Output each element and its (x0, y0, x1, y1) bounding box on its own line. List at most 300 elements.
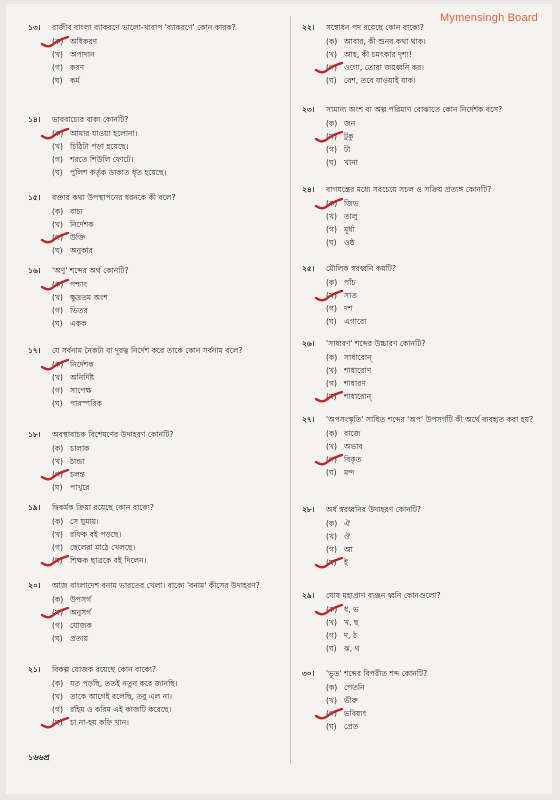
option-text: সাধারোন্ (344, 353, 372, 362)
question-item (28, 429, 290, 494)
option-text: বিকৃত (344, 455, 362, 464)
option-text: দশ (344, 304, 353, 313)
option-item (52, 218, 290, 231)
option-text: করণ (70, 63, 85, 72)
option-text: তাকে আগেই বলেছি, তবু এল না। (70, 692, 173, 701)
question-text: ঘোষ মহাপ্রাণ ব্যঞ্জন ধ্বনি কোনগুলো? (326, 591, 441, 600)
option-label: (খ) (326, 442, 337, 451)
option-item (326, 197, 560, 210)
option-text: অনুসর্গ (70, 608, 92, 617)
option-text: টুকু (344, 132, 354, 141)
option-item (326, 351, 560, 364)
question-number: ২২। (302, 23, 315, 32)
option-item (326, 48, 560, 61)
option-item (52, 541, 290, 554)
question-stem (302, 263, 560, 274)
option-item (52, 231, 290, 244)
option-item (52, 244, 290, 257)
option-text: বাজে (344, 429, 361, 438)
option-text: অপাদান (70, 50, 95, 59)
option-item (52, 291, 290, 304)
question-number: ১৪। (28, 115, 41, 124)
option-label: (গ) (52, 306, 63, 315)
option-text: প্রেত (344, 722, 359, 731)
option-text: উক্তি (70, 233, 86, 242)
option-label: (ঘ) (52, 76, 63, 85)
option-label: (খ) (326, 212, 337, 221)
option-text: অনুকার (70, 246, 93, 255)
question-stem (28, 429, 290, 440)
option-item (52, 442, 290, 455)
question-item (302, 590, 560, 655)
question-text: যে সর্বনাম নৈকট্য বা দূরত্ব নির্দেশ করে তাকে কোন সর্বনাম বলে? (52, 346, 243, 355)
option-label: (ঘ) (52, 246, 63, 255)
option-label: (ঘ) (52, 319, 63, 328)
option-text: কর্ম (70, 76, 80, 85)
option-list (52, 515, 290, 567)
option-item (52, 619, 290, 632)
option-label: (ঘ) (326, 468, 337, 477)
option-text: একক (70, 319, 87, 328)
option-label: (গ) (326, 379, 337, 388)
option-item (52, 358, 290, 371)
question-number: ২৬। (302, 339, 315, 348)
question-number: ১৬। (28, 266, 41, 275)
option-text: ওগো, তোরা জয়ধ্বনি কর। (344, 63, 425, 72)
option-text: পুলিশ কর্তৃক ডাকাত ধৃত হয়েছে। (70, 168, 167, 177)
option-item (326, 681, 560, 694)
option-label: (খ) (326, 696, 337, 705)
option-label: (ঘ) (326, 158, 337, 167)
watermark: Mymensingh Board (440, 12, 538, 24)
option-text: চিঠিটা পড়া হয়েছে। (70, 142, 129, 151)
option-label: (ঘ) (326, 76, 337, 85)
option-item (326, 236, 560, 249)
option-item (326, 74, 560, 87)
question-text: রাজীব বাংলা ব্যাকরণে ভালো-খারাপ 'ব্যাকরণে' কোন কারক? (52, 23, 236, 32)
question-text: সামান্য অংশ বা অল্প পরিমাণ বোঝাতে কোন নির্দেশক বসে? (326, 105, 503, 114)
question-text: দ্বিকর্মক ক্রিয়া রয়েছে কোন বাক্যে? (52, 503, 154, 512)
option-list (326, 427, 560, 479)
option-label: (ঘ) (52, 634, 63, 643)
option-label: (গ) (326, 631, 337, 640)
option-text: জিভ (344, 199, 359, 208)
question-stem (302, 668, 560, 679)
option-text: উপসর্গ (70, 595, 92, 604)
question-text: 'সাধারণ' শব্দের উচ্চারণ কোনটি? (326, 339, 426, 348)
option-text: ওষ্ঠ (344, 238, 355, 247)
option-label: (ক) (326, 119, 338, 128)
option-item (52, 528, 290, 541)
question-number: ২৩। (302, 105, 315, 114)
question-number: ২৫। (302, 264, 315, 273)
option-item (326, 530, 560, 543)
question-item (302, 504, 560, 569)
option-item (326, 130, 560, 143)
question-number: ২১। (28, 665, 41, 674)
question-text: 'ভূত' শব্দের বিপরীত শব্দ কোনটি? (326, 669, 428, 678)
question-number: ১৮। (28, 430, 41, 439)
option-list (326, 35, 560, 87)
option-item (326, 364, 560, 377)
option-item (326, 427, 560, 440)
option-list (52, 593, 290, 645)
option-text: আহ, কী চমৎকার দৃশ্য! (344, 50, 412, 59)
question-number: ১৫। (28, 193, 41, 202)
option-label: (গ) (52, 386, 63, 395)
question-number: ২৮। (302, 505, 315, 514)
option-label: (ক) (326, 353, 338, 362)
option-text: শাধারণ (344, 379, 366, 388)
option-item (52, 690, 290, 703)
option-label: (গ) (52, 233, 63, 242)
option-text: ঠান্ডা (70, 457, 85, 466)
page-number: ১৬৬প্র (28, 753, 50, 762)
option-item (326, 642, 560, 655)
option-item (52, 205, 290, 218)
option-label: (খ) (52, 293, 63, 302)
option-label: (খ) (326, 291, 337, 300)
question-number: ২৯। (302, 591, 315, 600)
question-number: ১৭। (28, 346, 41, 355)
option-text: ঝ, থ (344, 644, 360, 653)
option-item (326, 156, 560, 169)
option-text: নির্দেশক (70, 360, 94, 369)
option-label: (গ) (326, 225, 337, 234)
option-text: ছেলেরা মাঠে খেলছে। (70, 543, 136, 552)
option-label: (গ) (326, 455, 337, 464)
question-item (302, 668, 560, 733)
option-label: (ক) (326, 278, 338, 287)
option-label: (ঘ) (326, 238, 337, 247)
option-text: টা (344, 145, 351, 154)
option-text: সাপেক্ষ (70, 386, 92, 395)
option-item (326, 377, 560, 390)
option-text: যোজক (70, 621, 92, 630)
option-text: রফিক বই পড়ছে। (70, 530, 122, 539)
option-list (52, 358, 290, 410)
question-stem (302, 414, 560, 425)
option-text: মন্দ (344, 468, 355, 477)
option-text: সে ঘুমায়। (70, 517, 99, 526)
question-item (28, 664, 290, 729)
option-label: (ক) (326, 199, 338, 208)
option-text: নির্দেশক (70, 220, 94, 229)
option-item (52, 455, 290, 468)
question-stem (28, 502, 290, 513)
question-stem (28, 192, 290, 203)
option-label: (ক) (52, 37, 64, 46)
option-text: অভাব (344, 442, 363, 451)
option-item (52, 716, 290, 729)
option-item (326, 616, 560, 629)
option-item (326, 276, 560, 289)
option-label: (খ) (52, 530, 63, 539)
option-label: (খ) (52, 220, 63, 229)
option-label: (খ) (326, 366, 337, 375)
option-item (52, 371, 290, 384)
option-label: (গ) (52, 621, 63, 630)
option-list (52, 205, 290, 257)
option-text: পশ্চাৎ (70, 280, 88, 289)
option-label: (ক) (326, 519, 338, 528)
option-item (326, 707, 560, 720)
option-item (326, 390, 560, 403)
question-text: মৌলিক স্বরধ্বনি কয়টি? (326, 264, 397, 273)
option-item (326, 289, 560, 302)
option-list (52, 127, 290, 179)
option-item (326, 302, 560, 315)
option-label: (ক) (326, 683, 338, 692)
option-item (326, 517, 560, 530)
option-item (326, 543, 560, 556)
question-text: অর্ধ স্বরধ্বনির উদাহরণ কোনটি? (326, 505, 422, 514)
question-number: ২০। (28, 581, 41, 590)
option-item (326, 466, 560, 479)
question-stem (28, 580, 290, 591)
question-text: বক্তার কথা উপস্থাপনের ধরনকে কী বলে? (52, 193, 176, 202)
option-label: (ঘ) (326, 558, 337, 567)
option-label: (খ) (52, 50, 63, 59)
option-text: ক্ষুদ্রতম অংশ (70, 293, 108, 302)
option-text: ভীরু (344, 696, 358, 705)
option-text: আ (344, 545, 353, 554)
option-label: (ঘ) (326, 392, 337, 401)
option-label: (গ) (52, 705, 63, 714)
option-label: (গ) (326, 304, 337, 313)
question-number: ১৯। (28, 503, 41, 512)
option-label: (ক) (52, 679, 64, 688)
option-item (52, 278, 290, 291)
option-label: (খ) (52, 608, 63, 617)
option-text: ই (344, 558, 348, 567)
option-label: (খ) (326, 532, 337, 541)
option-list (52, 442, 290, 494)
option-label: (ঘ) (326, 317, 337, 326)
option-label: (ক) (326, 429, 338, 438)
option-text: প্রত্যয় (70, 634, 89, 643)
question-text: বাগযন্ত্রের মধ্যে সবচেয়ে সচল ও সক্রিয় প্রত্যঙ্গ কোনটি? (326, 185, 492, 194)
question-number: ২৭। (302, 415, 315, 424)
option-item (52, 48, 290, 61)
question-text: 'অণু' শব্দের অর্থ কোনটি? (52, 266, 129, 275)
question-number: ২৪। (302, 185, 315, 194)
question-item (302, 104, 560, 169)
option-label: (গ) (52, 63, 63, 72)
question-item (302, 414, 560, 479)
option-item (52, 677, 290, 690)
question-item (28, 345, 290, 410)
question-item (302, 263, 560, 328)
option-text: তালু (344, 212, 358, 221)
option-list (326, 117, 560, 169)
question-item (28, 114, 290, 179)
option-item (52, 703, 290, 716)
question-item (28, 502, 290, 567)
question-text: সম্বোধন পদ রয়েছে কোন বাক্যে? (326, 23, 424, 32)
option-item (52, 74, 290, 87)
option-text: চলন্ত (70, 470, 85, 479)
option-label: (ক) (52, 595, 64, 604)
option-text: দ, ঠ (344, 631, 357, 640)
option-text: জন (344, 119, 356, 128)
question-item (302, 184, 560, 249)
question-text: আজ বাংলাদেশ বনাম ভারতের খেলা। বাক্যে 'বনাম' কীসের উদাহরণ? (52, 581, 260, 590)
option-item (52, 35, 290, 48)
option-text: বাচ্য (70, 207, 83, 216)
question-text: 'অপসংস্কৃতি' সাধিত শব্দের 'অপ' উপসর্গটি কী অর্থে ব্যবহৃত করা হয়? (326, 415, 534, 424)
option-item (326, 556, 560, 569)
question-stem (302, 338, 560, 349)
option-label: (ঘ) (326, 644, 337, 653)
option-item (52, 140, 290, 153)
question-text: ভাববাচ্যের বাক্য কোনটি? (52, 115, 129, 124)
option-text: চা না-হয় কফি খান। (70, 718, 129, 727)
option-item (52, 606, 290, 619)
question-number: ৩০। (302, 669, 315, 678)
question-item (28, 265, 290, 330)
option-label: (ক) (326, 605, 338, 614)
option-text: খ, ছ (344, 618, 359, 627)
option-list (326, 517, 560, 569)
option-label: (ক) (52, 517, 64, 526)
option-label: (ঘ) (52, 718, 63, 727)
option-text: অধিকরণ (70, 37, 98, 46)
question-stem (28, 114, 290, 125)
option-label: (খ) (326, 618, 337, 627)
option-item (52, 468, 290, 481)
option-label: (খ) (326, 50, 337, 59)
option-item (52, 593, 290, 606)
question-text: বিকল্প যোজক রয়েছে কোন বাক্যে? (52, 665, 157, 674)
option-item (326, 694, 560, 707)
option-item (52, 632, 290, 645)
option-list (52, 35, 290, 87)
option-item (52, 153, 290, 166)
option-list (326, 603, 560, 655)
question-item (302, 338, 560, 403)
option-label: (গ) (326, 63, 337, 72)
question-item (28, 22, 290, 87)
option-label: (ঘ) (52, 399, 63, 408)
option-text: অনির্দিষ্ট (70, 373, 94, 382)
option-list (326, 276, 560, 328)
option-label: (ঘ) (326, 722, 337, 731)
option-item (52, 397, 290, 410)
option-item (326, 315, 560, 328)
option-label: (ঘ) (52, 556, 63, 565)
option-item (326, 143, 560, 156)
option-item (326, 35, 560, 48)
option-text: পেতনি (344, 683, 365, 692)
option-text: পারস্পরিক (70, 399, 102, 408)
option-list (326, 351, 560, 403)
option-text: মূর্ধা (344, 225, 355, 234)
exam-page (6, 4, 552, 794)
question-stem (302, 184, 560, 195)
option-label: (ক) (326, 37, 338, 46)
option-label: (ক) (52, 207, 64, 216)
question-text: অবস্থাবাচক বিশেষণের উদাহরণ কোনটি? (52, 430, 174, 439)
option-text: বেশ, তবে যাওয়াই যাক। (344, 76, 416, 85)
question-stem (28, 664, 290, 675)
option-item (52, 304, 290, 317)
option-item (52, 515, 290, 528)
question-item (302, 22, 560, 87)
option-text: শিক্ষক ছাত্রকে বই দিলেন। (70, 556, 147, 565)
option-item (326, 629, 560, 642)
option-item (326, 603, 560, 616)
option-text: ভবিষ্যৎ (344, 709, 367, 718)
option-label: (ক) (52, 360, 64, 369)
question-stem (302, 504, 560, 515)
option-label: (গ) (52, 470, 63, 479)
question-stem (28, 22, 290, 33)
option-text: ঔ (344, 532, 351, 541)
option-label: (ঘ) (52, 483, 63, 492)
option-text: রহিম ও করিম এই কাজটি করেছে। (70, 705, 172, 714)
option-text: খানা (344, 158, 358, 167)
option-text: পাখুরে (70, 483, 90, 492)
option-text: সাত (344, 291, 357, 300)
option-label: (গ) (52, 155, 63, 164)
question-stem (28, 265, 290, 276)
option-label: (খ) (52, 142, 63, 151)
option-item (326, 223, 560, 236)
option-text: আমার যাওয়া হলোনা। (70, 129, 138, 138)
option-list (52, 677, 290, 729)
option-item (52, 481, 290, 494)
option-text: পাঁচ (344, 278, 356, 287)
option-label: (গ) (326, 709, 337, 718)
option-item (326, 720, 560, 733)
option-label: (ক) (52, 444, 64, 453)
option-list (52, 278, 290, 330)
option-label: (গ) (326, 545, 337, 554)
option-label: (খ) (52, 692, 63, 701)
option-label: (গ) (52, 543, 63, 552)
option-label: (খ) (326, 132, 337, 141)
option-item (326, 453, 560, 466)
option-label: (ঘ) (52, 168, 63, 177)
option-text: শাধারোন্ (344, 392, 372, 401)
option-label: (খ) (52, 373, 63, 382)
option-item (326, 440, 560, 453)
option-item (52, 554, 290, 567)
question-item (28, 192, 290, 257)
option-item (326, 61, 560, 74)
question-number: ১৩। (28, 23, 41, 32)
question-stem (302, 590, 560, 601)
question-item (28, 580, 290, 645)
option-text: ঐ (344, 519, 351, 528)
option-text: শাধারোণ (344, 366, 372, 375)
column-divider (290, 16, 291, 764)
option-text: ভিতর (70, 306, 88, 315)
option-text: এগারো (344, 317, 367, 326)
option-item (52, 61, 290, 74)
option-item (52, 166, 290, 179)
option-item (52, 127, 290, 140)
option-text: যত পড়ছি, ততই নতুন করে জানছি। (70, 679, 178, 688)
question-stem (28, 345, 290, 356)
option-item (326, 117, 560, 130)
option-label: (ক) (52, 129, 64, 138)
option-item (52, 384, 290, 397)
question-stem (302, 22, 560, 33)
option-label: (গ) (326, 145, 337, 154)
option-item (326, 210, 560, 223)
